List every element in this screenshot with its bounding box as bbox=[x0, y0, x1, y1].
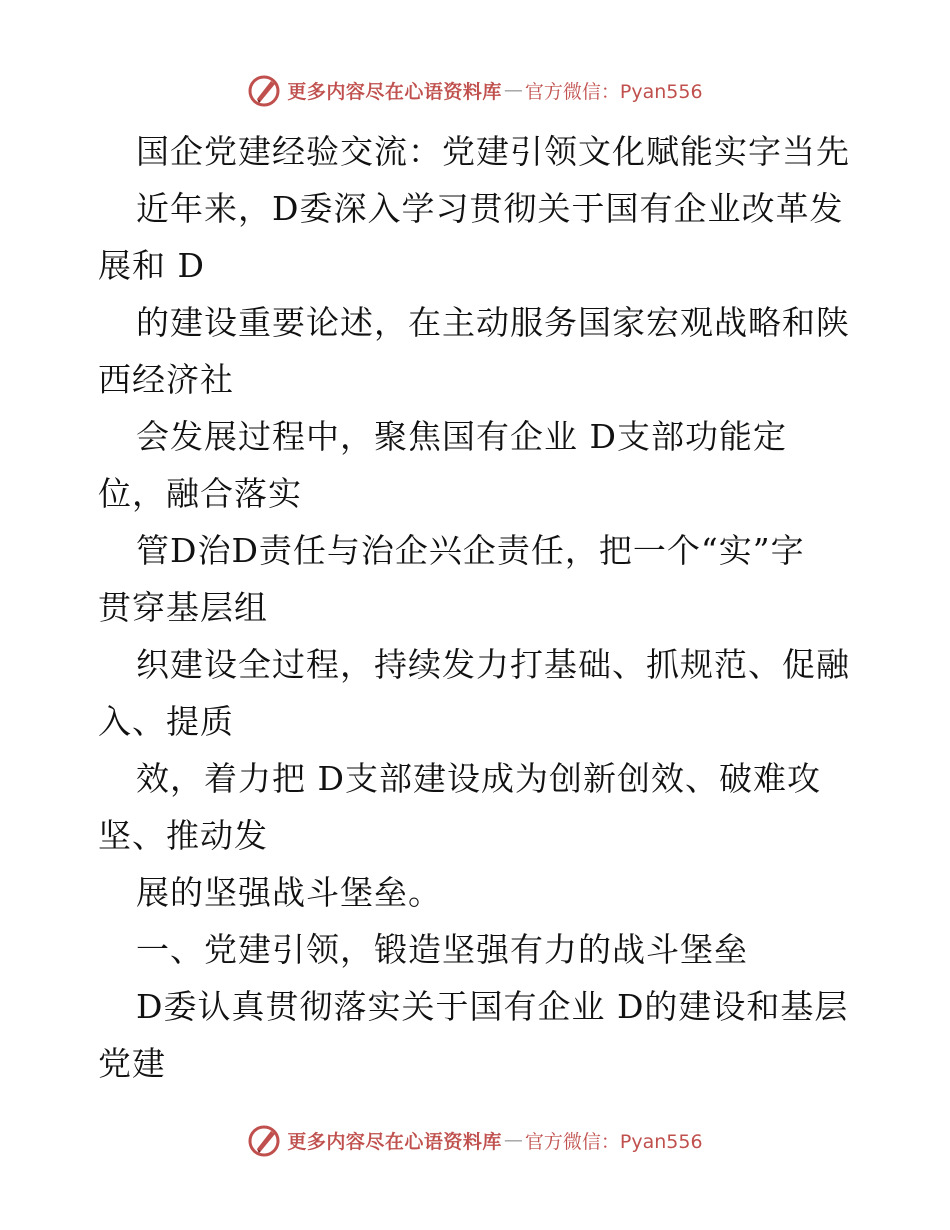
watermark-left-text: 更多内容尽在心语资料库 bbox=[287, 80, 502, 103]
watermark-footer bbox=[0, 1120, 950, 1160]
doc-line: 西经济社 bbox=[98, 360, 234, 399]
doc-line: 坚、推动发 bbox=[98, 816, 268, 855]
doc-line: 的建设重要论述，在主动服务国家宏观战略和陕 bbox=[136, 303, 850, 342]
watermark-right-text: 官方微信：Pyan556 bbox=[524, 1130, 703, 1153]
doc-line: 贯穿基层组 bbox=[98, 588, 268, 627]
section-heading: 一、党建引领，锻造坚强有力的战斗堡垒 bbox=[136, 930, 748, 969]
watermark-right-text: 官方微信：Pyan556 bbox=[524, 80, 703, 103]
watermark-left-text: 更多内容尽在心语资料库 bbox=[287, 1130, 502, 1153]
doc-line: 效，着力把 D支部建设成为创新创效、破难攻 bbox=[136, 759, 821, 798]
pen-circle-logo-icon bbox=[247, 73, 281, 107]
doc-line: 党建 bbox=[98, 1044, 166, 1083]
doc-title: 国企党建经验交流：党建引领文化赋能实字当先 bbox=[136, 132, 850, 171]
doc-line: 管D治D责任与治企兴企责任，把一个“实”字 bbox=[136, 531, 805, 570]
watermark-header bbox=[0, 70, 950, 110]
doc-line: 会发展过程中，聚焦国有企业 D支部功能定 bbox=[136, 417, 787, 456]
document-body bbox=[98, 123, 858, 1092]
doc-line: 展的坚强战斗堡垒。 bbox=[136, 873, 442, 912]
doc-line: 位，融合落实 bbox=[98, 474, 302, 513]
doc-line: D委认真贯彻落实关于国有企业 D的建设和基层 bbox=[136, 987, 849, 1026]
doc-line: 展和 D bbox=[98, 246, 205, 285]
doc-line: 入、提质 bbox=[98, 702, 234, 741]
pen-circle-logo-icon bbox=[247, 1123, 281, 1157]
watermark-dash: — bbox=[503, 1129, 523, 1151]
doc-line: 近年来，D委深入学习贯彻关于国有企业改革发 bbox=[136, 189, 844, 228]
doc-line: 织建设全过程，持续发力打基础、抓规范、促融 bbox=[136, 645, 850, 684]
watermark-dash: — bbox=[503, 79, 523, 101]
